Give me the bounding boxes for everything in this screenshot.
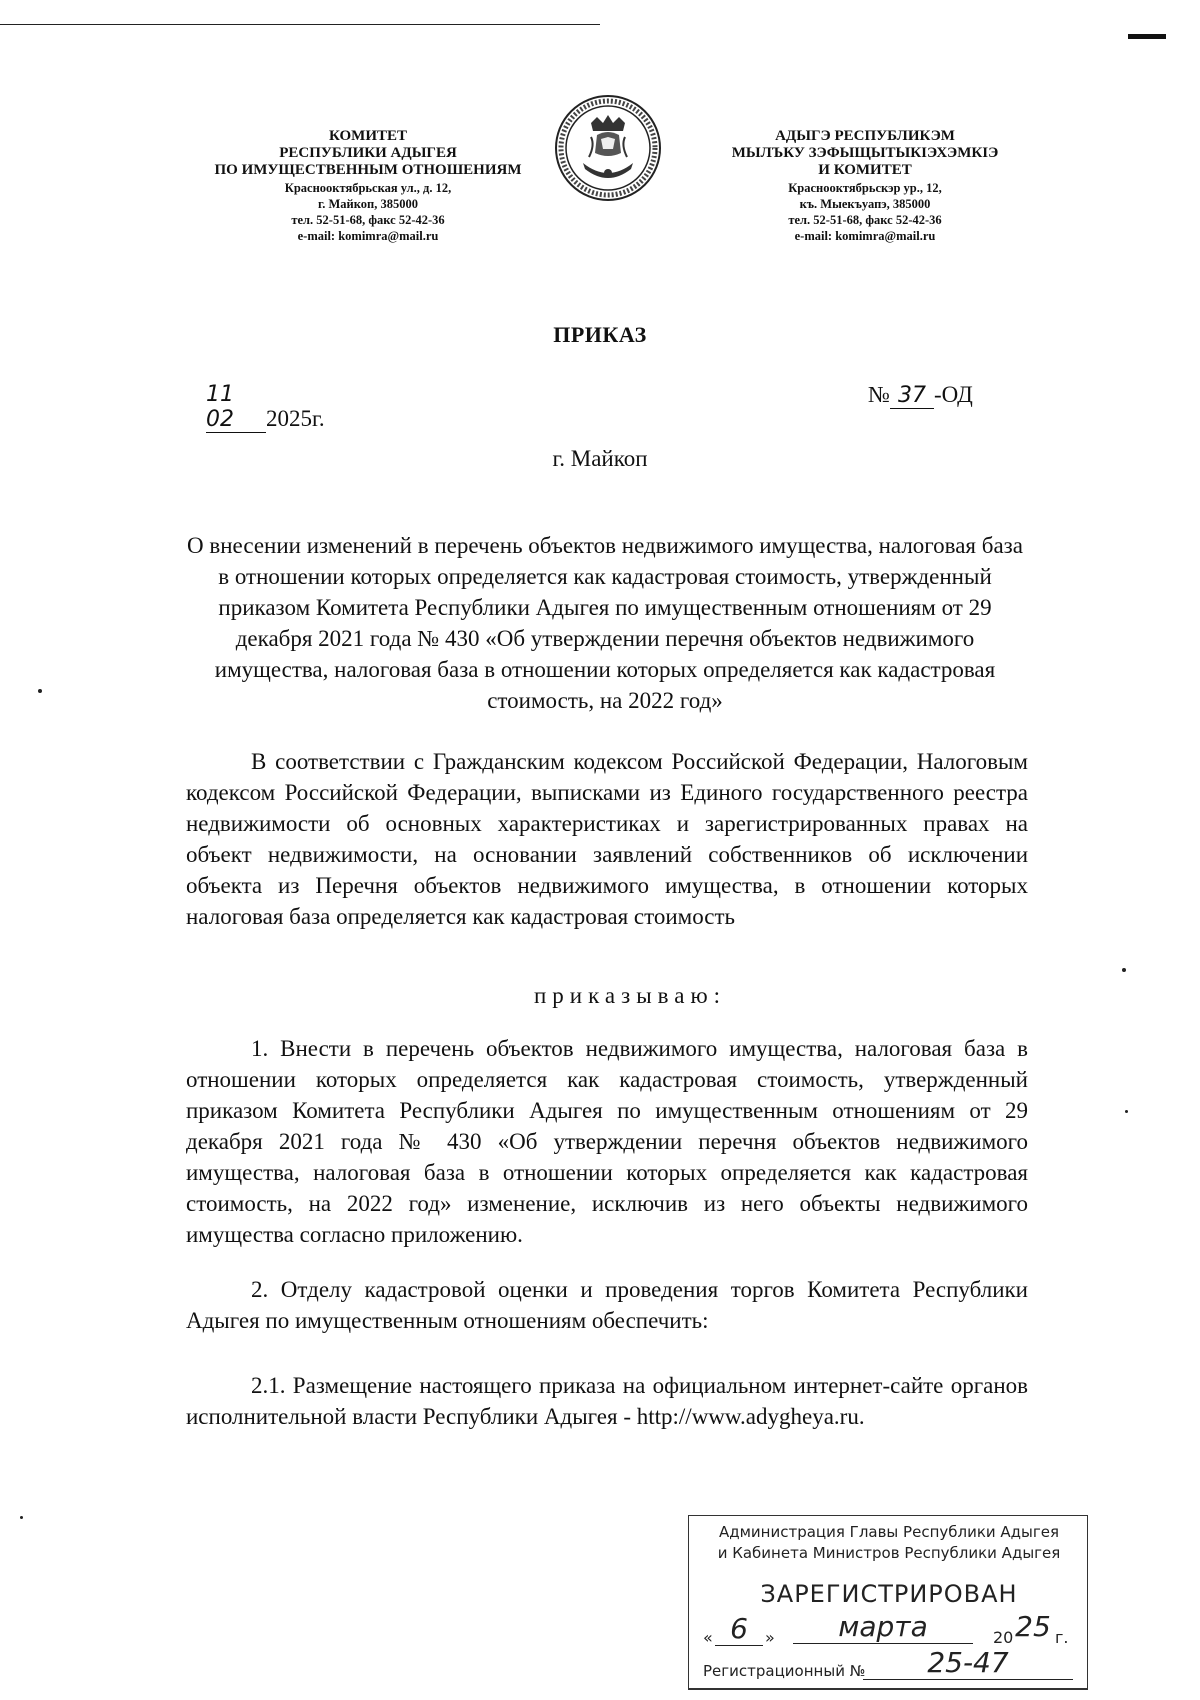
handwritten-number: 37: [890, 383, 934, 409]
org-name-ady: АДЫГЭ РЕСПУБЛИКЭМ МЫЛЪКУ ЗЭФЫЩЫТЫКIЭХЭМКIЭ И КОМИТЕТ: [731, 128, 999, 178]
scan-speck: [1125, 1110, 1128, 1113]
city: г. Майкоп: [552, 446, 648, 471]
stamp-date: « 6 » марта 20 25 г.: [703, 1610, 1069, 1647]
handwritten-reg-number: 25-47: [863, 1646, 1073, 1680]
org-name-ru: КОМИТЕТ РЕСПУБЛИКИ АДЫГЕЯ ПО ИМУЩЕСТВЕННЫМ ОТНОШЕНИЯМ: [214, 128, 522, 178]
handwritten-date: 11 02: [206, 382, 266, 433]
document-title: ПРИКАЗ: [553, 322, 647, 347]
stamp-registered: ЗАРЕГИСТРИРОВАН: [760, 1580, 1018, 1608]
stamp-year: 25: [1015, 1610, 1051, 1643]
stamp-reg-number: Регистрационный № 25-47: [703, 1656, 1083, 1686]
stamp-authority: Администрация Главы Республики Адыгея и Кабинета Министров Республики Адыгея: [717, 1523, 1061, 1562]
scan-speck: [20, 1516, 23, 1519]
registration-stamp: [688, 1515, 1088, 1690]
scan-speck: [1122, 968, 1126, 972]
letterhead-left: [168, 128, 568, 244]
order-date: 11 02 2025г.: [206, 382, 325, 432]
scan-artifact-dash: [1128, 34, 1166, 39]
scan-speck: [38, 689, 42, 693]
item-1-paragraph: 1. Внести в перечень объектов недвижимого имущества, налоговая база в отношении которых определяется как кадастровая стоимость, утвержденный приказом Комитета Республики Адыгея по имущественным отношениям от 29 декабря 2021 года № 430 «Об утверждении перечня объектов недвижимого имущества, налоговая база в отношении которых определяется как кадастровая стоимость, на 2022 год» изменение, исключив из него объекты недвижимого имущества согласно приложению.: [186, 1036, 1028, 1247]
preamble-paragraph: В соответствии с Гражданским кодексом Российской Федерации, Налоговым кодексом Российской Федерации, выписками из Единого государственного реестра недвижимости об основных характеристиках и зарегистрированных правах на объект недвижимости, на основании заявлений собственников об исключении объекта из Перечня объектов недвижимого имущества, в отношении которых налоговая база определяется как кадастровая стоимость: [186, 749, 1028, 929]
stamp-day: 6: [715, 1612, 763, 1646]
org-address-ru: Краснооктябрьская ул., д. 12, г. Майкоп, 385000 тел. 52-51-68, факс 52-42-36 e-mail: komimra@mail.ru: [284, 181, 452, 243]
scan-artifact-line: [0, 24, 600, 25]
coat-of-arms-icon: [553, 93, 663, 203]
item-2-paragraph: 2. Отделу кадастровой оценки и проведения торгов Комитета Республики Адыгея по имущественным отношениям обеспечить:: [186, 1277, 1028, 1333]
org-address-ady: Краснооктябрьскэр ур., 12, къ. Мыекъуапэ, 385000 тел. 52-51-68, факс 52-42-36 e-mail: komimra@mail.ru: [788, 181, 942, 243]
order-word: приказываю:: [533, 983, 727, 1008]
stamp-month: марта: [793, 1610, 973, 1644]
order-subject: О внесении изменений в перечень объектов недвижимого имущества, налоговая база в отношении которых определяется как кадастровая стоимость, утвержденный приказом Комитета Республики Адыгея по имущественным отношениям от 29 декабря 2021 года № 430 «Об утверждении перечня объектов недвижимого имущества, налоговая база в отношении которых определяется как кадастровая стоимость, на 2022 год»: [187, 533, 1023, 713]
letterhead-right: [680, 128, 1050, 244]
order-number: № 37 -ОД: [868, 382, 973, 408]
item-2-1-paragraph: 2.1. Размещение настоящего приказа на официальном интернет-сайте органов исполнительной власти Республики Адыгея - http://www.adygheya.ru.: [186, 1373, 1028, 1429]
